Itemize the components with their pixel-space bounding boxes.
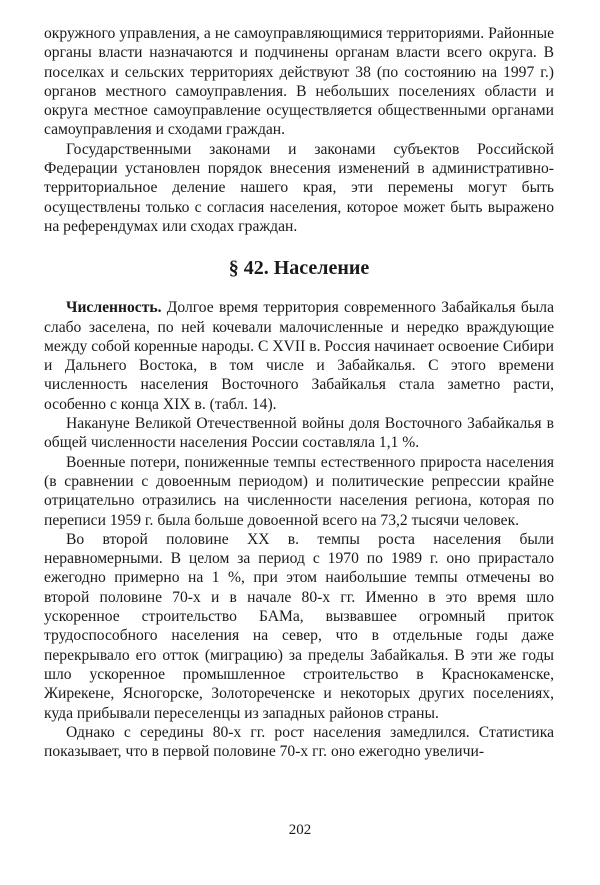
page-body [44,24,554,761]
paragraph-continued: окружного управления, а не самоуправляющимися территориями. Районные органы власти назначаются и подчинены органам власти всего округа. В поселках и сельских территориях действуют 38 (по состоянию на 1997 г.) органов местного самоуправления. В небольших поселениях области и округа местное самоуправление осуществляется общественными органами самоуправления и сходами граждан. [44,25,554,139]
lead-word: Численность. [66,299,162,317]
section-heading: § 42. Население [228,257,370,280]
paragraph-wwii-share: Накануне Великой Отечественной войны доля Восточного Забайкалья в общей численности населения России составляла 1,1 %. [44,415,554,452]
paragraph-war-losses: Военные потери, пониженные темпы естественного прироста населения (в сравнении с довоенным периодом) и политические репрессии крайне отрицательно отразились на численности населения региона, которая по переписи 1959 г. была больше довоенной всего на 73,2 тысячи человек. [44,453,554,529]
paragraph-legislation: Государственными законами и законами субъектов Российской Федерации установлен порядок внесения изменений в административно-территориальное деление нашего края, эти перемены могут быть осуществлены только с согласия населения, которое может быть выражено на референдумах или сходах граждан. [44,140,554,235]
paragraph-slowdown: Однако с середины 80-х гг. рост населения замедлился. Статистика показывает, что в первой половине 70-х гг. оно ежегодно увеличи- [44,723,554,761]
paragraph-growth-20th-century: Во второй половине XX в. темпы роста населения были неравномерными. В целом за период с 1970 по 1989 г. оно прирастало ежегодно примерно на 1 %, при этом наибольшие темпы отмечены во второй половине 70-х и в начале 80-х гг. Именно в это время шло ускоренное строительство БАМа, вызвавшее огромный приток трудоспособного населения на север, что в отдельные годы даже перекрывало его отток (миграцию) за пределы Забайкалья. В эти же годы шло ускоренное промышленное строительство в Краснокаменске, Жирекене, Ясногорске, Золотореченске и некоторых других поселениях, куда прибывали переселенцы из западных районов страны. [44,530,554,722]
page-number: 202 [288,822,312,838]
paragraph-population-lead [44,298,554,414]
lead-text: Долгое время территория современного Забайкалья была слабо заселена, по ней кочевали малочисленные и нередко враждующие между собой коренные народы. С XVII в. Россия начинает освоение Сибири и Дальнего Востока, в том числе и Забайкалья. С этого времени численность населения Восточного Забайкалья стала заметно расти, особенно с конца XIX в. (табл. 14). [44,299,554,413]
